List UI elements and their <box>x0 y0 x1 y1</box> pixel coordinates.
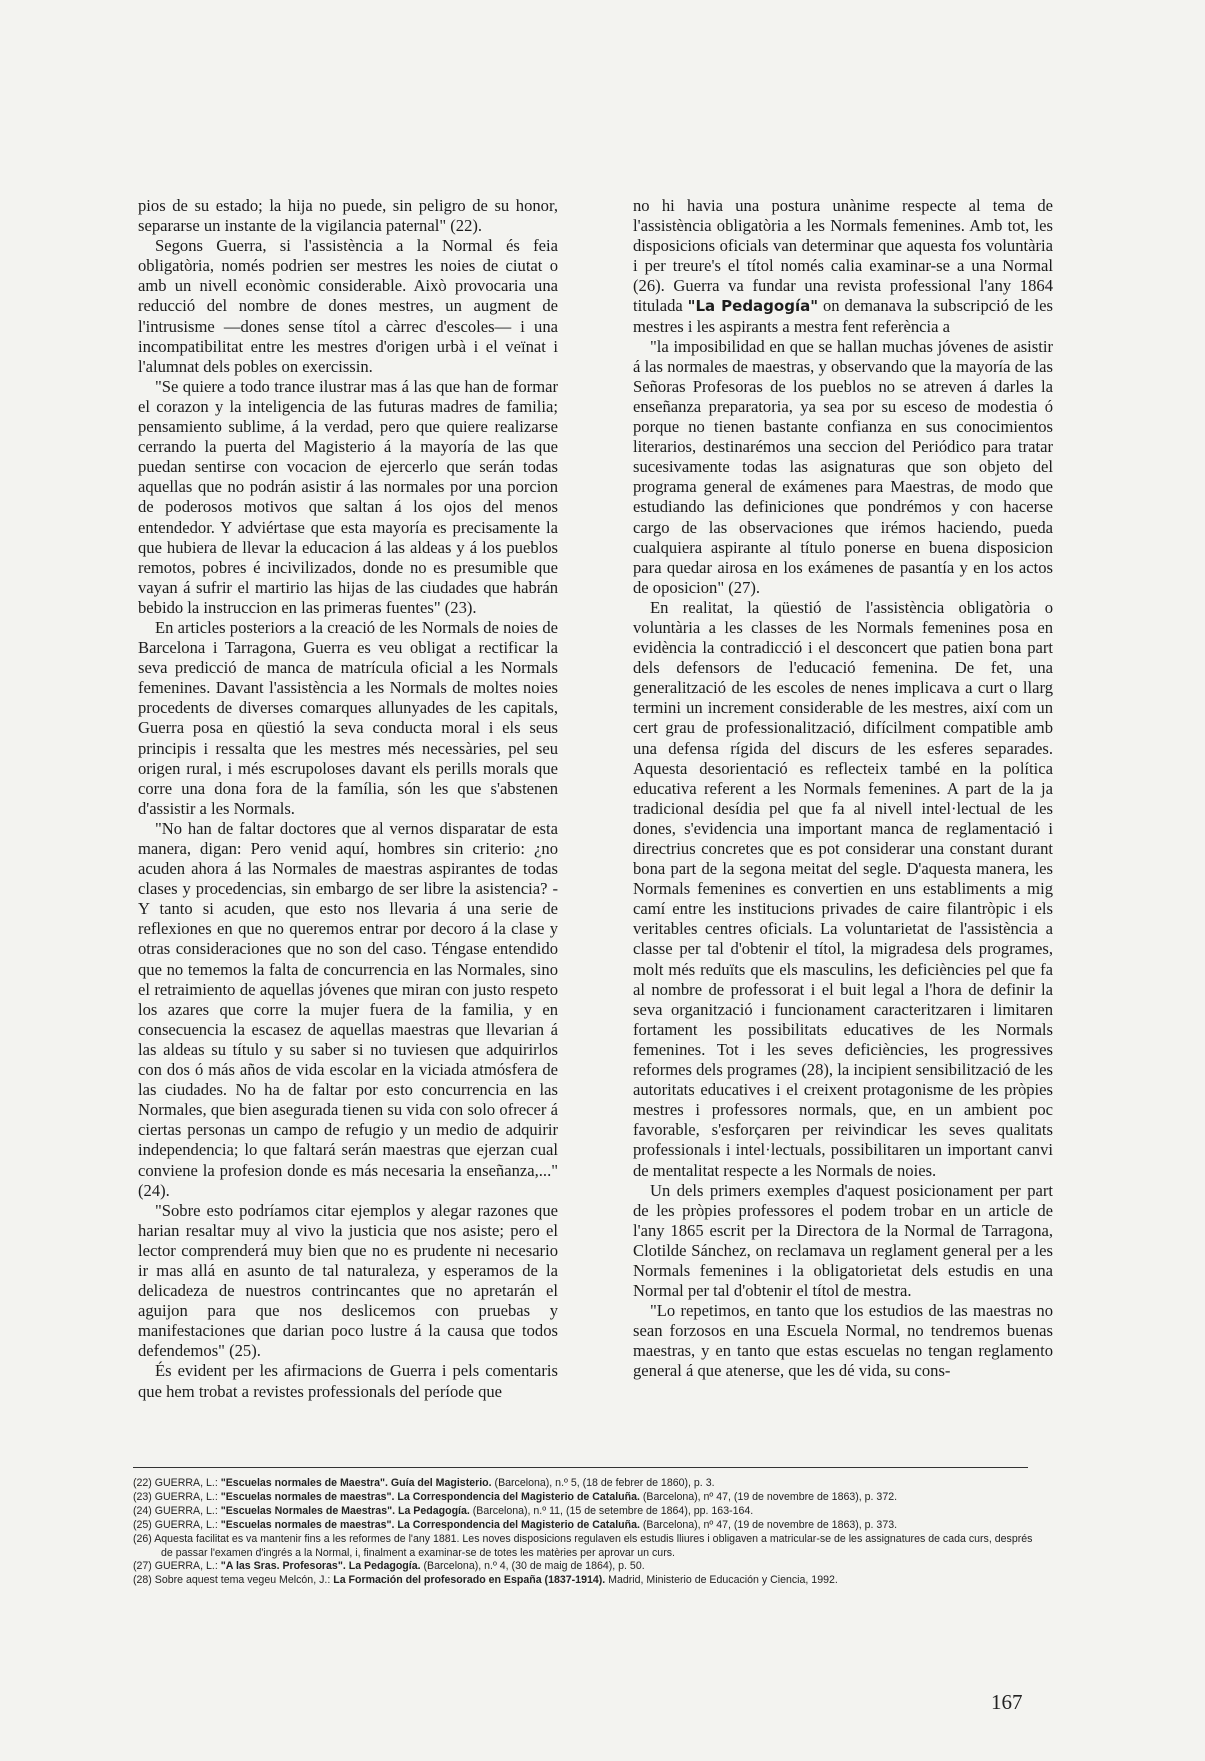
footnotes <box>133 1477 1033 1588</box>
footnote-25 <box>133 1519 1033 1533</box>
left-paragraph-1: pios de su estado; la hija no puede, sin peligro de su honor, separarse un instante de la vigilancia paternal" (22). <box>138 196 558 236</box>
left-paragraph-4: En articles posteriors a la creació de les Normals de noies de Barcelona i Tarragona, Guerra es veu obligat a rectificar la seva predicció de manca de matrícula oficial a les Normals femenines. Davant l'assistència a les Normals de moltes noies procedents de diverses comarques allunyades de les capitals, Guerra posa en qüestió la seva conducta moral i els seus principis i ressalta que les mestres més necessàries, pel seu origen rural, i més escrupoloses davant els perills morals que corre una dona fora de la família, són les que s'abstenen d'assistir a les Normals. <box>138 617 558 818</box>
right-column <box>633 196 1053 1382</box>
footnote-22 <box>133 1477 1033 1491</box>
right-quote-5: "Lo repetimos, en tanto que los estudios de las maestras no sean forzosos en una Escuela Normal, no tendremos buenas maestras, y en tanto que estas escuelas no tengan reglamento general á que atenerse, que les dé vida, su cons- <box>633 1301 1053 1381</box>
footnote-title: "Escuelas normales de maestras". La Correspondencia del Magisterio de Cataluña. <box>220 1518 640 1531</box>
footnote-26 <box>133 1533 1033 1561</box>
footnote-text: (24) GUERRA, L.: <box>133 1504 221 1517</box>
footnote-text: (Barcelona), n.º 4, (30 de maig de 1864), p. 50. <box>420 1560 645 1573</box>
footnote-title: "A las Sras. Profesoras". La Pedagogía. <box>220 1560 421 1573</box>
footnote-24 <box>133 1505 1033 1519</box>
right-paragraph-1 <box>633 196 1053 337</box>
footnote-text: (25) GUERRA, L.: <box>133 1518 221 1531</box>
right-paragraph-3: En realitat, la qüestió de l'assistència obligatòria o voluntària a les classes de les Normals femenines posa en evidència la contradicció i el desconcert que patien bona part dels defensors de l'educació femenina. De fet, una generalització de les escoles de nenes implicava a curt o llarg termini un increment considerable de les mestres, així com un cert grau de professionalització, difícilment compatible amb una defensa rígida del discurs de les esferes separades. Aquesta desorientació es reflecteix també en la política educativa referent a les Normals femenines. A part de la ja tradicional desídia pel que fa al nivell intel·lectual de les dones, s'evidencia una important manca de reglamentació i directrius concretes que es pot considerar una constant durant bona part de la segona meitat del segle. D'aquesta manera, les Normals femenines es convertien en uns establiments a mig camí entre les institucions privades de caire filantròpic i els veritables centres oficials. La voluntarietat de l'assistència a classe per tal d'obtenir el títol, la migradesa dels programes, molt més reduïts que els masculins, les deficiències pel que fa al nombre de professorat i el buit legal a l'hora de definir la seva organització i funcionament caracteritzaren i limitaren fortament les possibilitats educatives de les Normals femenines. Tot i les seves deficiències, les progressives reformes dels programes (28), la incipient sensibilització de les autoritats educatives i el creixent protagonisme de les pròpies mestres i professores normals, que, en un ambient poc favorable, s'esforçaren per reivindicar les seves qualitats professionals i intel·lectuals, possibilitaren un important canvi de mentalitat respecte a les Normals de noies. <box>633 597 1053 1180</box>
footnote-text: (28) Sobre aquest tema vegeu Melcón, J.: <box>133 1574 334 1587</box>
journal-title-la-pedagogia: "La Pedagogía" <box>687 297 819 316</box>
footnote-27 <box>133 1560 1033 1574</box>
footnote-text: (Barcelona), n.º 11, (15 de setembre de 1864), pp. 163-164. <box>469 1504 754 1517</box>
right-paragraph-1-text-a: no hi havia una postura unànime respecte al tema de l'assistència obligatòria a les Normals femenines. Amb tot, les disposicions oficials van determinar que aquesta fos voluntària i per treure's el títol només calia examinar-se a una Normal (26). Guerra va fundar una revista professional l'any 1864 titulada <box>633 196 1053 316</box>
left-paragraph-2: Segons Guerra, si l'assistència a la Normal és feia obligatòria, només podrien ser mestres les noies de ciutat o amb un nivell econòmic considerable. Això provocaria una reducció del nombre de dones mestres, un augment de l'intrusisme —dones sense títol a càrrec d'escoles— i una incompatibilitat entre les mestres d'origen urbà i el veïnat i l'alumnat dels pobles on exercissin. <box>138 236 558 376</box>
footnote-28 <box>133 1574 1033 1588</box>
footnote-text: (23) GUERRA, L.: <box>133 1490 221 1503</box>
footnote-text: (Barcelona), n.º 5, (18 de febrer de 1860), p. 3. <box>491 1477 715 1489</box>
footnote-title: "Escuelas normales de Maestra". Guía del Magisterio. <box>220 1477 492 1489</box>
footnote-23 <box>133 1491 1033 1505</box>
left-quote-24: "No han de faltar doctores que al vernos disparatar de esta manera, digan: Pero venid aquí, hombres sin criterio: ¿no acuden ahora á las Normales de maestras aspirantes de todas clases y procedencias, sin embargo de ser libre la asistencia? -Y tanto si acuden, que esto nos llevaria á una serie de reflexiones en que no queremos entrar por decoro á la clase y otras consideraciones que no son del caso. Téngase entendido que no tememos la falta de concurrencia en las Normales, sino el retraimiento de aquellas jóvenes que miran con justo respeto los azares que corre la mujer fuera de la familia, y en consecuencia la escasez de aquellas maestras que llevarian á las aldeas su título y su saber si no tuviesen que adquirirlos con dos ó más años de vida escolar en la viciada atmósfera de las ciudades. No ha de faltar por esto concurrencia en las Normales, que bien asegurada tienen su vida con solo ofrecer á ciertas personas un campo de refugio y un medio de adquirir independencia; lo que faltará serán maestras que ejerzan cual conviene la profesion donde es más necesaria la enseñanza,..." (24). <box>138 818 558 1200</box>
footnote-text: (Barcelona), nº 47, (19 de novembre de 1863), p. 372. <box>639 1490 898 1503</box>
page-number: 167 <box>991 1690 1023 1714</box>
footnote-text: (26) Aquesta facilitat es va mantenir fins a les reformes de l'any 1881. Les noves disposicions regulaven els estudis lliures i obligaven a matricular-se de les assignatures de cada curs, després de passar l'examen d'ingrés a la Normal, i, finalment a examinar-se de totes les matèries per aprovar un curs. <box>133 1532 1033 1559</box>
right-paragraph-1-text-b: on demanava la subscripció de les mestres i les aspirants a mestra fent referència a <box>633 296 1053 336</box>
left-column <box>138 196 558 1402</box>
footnote-text: (22) GUERRA, L.: <box>133 1477 221 1489</box>
footnote-text: (27) GUERRA, L.: <box>133 1560 221 1573</box>
footnote-divider <box>133 1467 1028 1468</box>
left-quote-23: "Se quiere a todo trance ilustrar mas á las que han de formar el corazon y la inteligencia de las futuras madres de familia; pensamiento sublime, á la verdad, pero que quiere realizarse cerrando la puerta del Magisterio á la mayoría de las que puedan sentirse con vocacion de ejercerlo que serán todas aquellas que no podrán asistir á las normales por una porcion de poderosos motivos que saltan á los ojos del menos entendedor. Y adviértase que esta mayoría es precisamente la que hubiera de llevar la educacion á las aldeas y á los pueblos remotos, pobres é incivilizados, donde no es presumible que vayan á sufrir el martirio las hijas de las ciudades que habrán bebido la instruccion en las primeras fuentes" (23). <box>138 376 558 617</box>
right-paragraph-4: Un dels primers exemples d'aquest posicionament per part de les pròpies professores el podem trobar en un article de l'any 1865 escrit per la Directora de la Normal de Tarragona, Clotilde Sánchez, on reclamava un reglament general per a les Normals femenines i la obligatorietat dels estudis en una Normal per tal d'obtenir el títol de mestra. <box>633 1180 1053 1301</box>
footnote-text: Madrid, Ministerio de Educación y Ciencia, 1992. <box>605 1574 838 1587</box>
right-quote-27: "la imposibilidad en que se hallan muchas jóvenes de asistir á las normales de maestras, y observando que la mayoría de las Señoras Profesoras de los pueblos no se atreven á darles la enseñanza preparatoria, ya sea por su esceso de modestia ó porque no tienen bastante confianza en sus conocimientos literarios, destinarémos una seccion del Periódico para tratar sucesivamente todas las asignaturas que son objeto del programa general de exámenes para Maestras, de modo que estudiando las definiciones que pondrémos y con hacerse cargo de las observaciones que irémos haciendo, pueda cualquiera aspirante al título ponerse en buena disposicion para quedar airosa en los exámenes de pasantía y en los actos de oposicion" (27). <box>633 336 1053 597</box>
left-paragraph-7: És evident per les afirmacions de Guerra i pels comentaris que hem trobat a revistes professionals del període que <box>138 1361 558 1401</box>
footnote-title: La Formación del profesorado en España (1837-1914). <box>333 1574 606 1587</box>
footnote-title: "Escuelas normales de maestras". La Correspondencia del Magisterio de Cataluña. <box>220 1490 640 1503</box>
footnote-title: "Escuelas Normales de Maestras". La Pedagogía. <box>220 1504 470 1517</box>
footnote-text: (Barcelona), nº 47, (19 de novembre de 1863), p. 373. <box>639 1518 898 1531</box>
left-quote-25: "Sobre esto podríamos citar ejemplos y alegar razones que harian resaltar muy al vivo la justicia que nos asiste; pero el lector comprenderá muy bien que no es prudente ni necesario ir mas allá en asunto de tal naturaleza, y esperamos de la delicadeza de nuestros contrincantes que no apretarán el aguijon para que nos deslicemos con pruebas y manifestaciones que darian poco lustre á la causa que todos defendemos" (25). <box>138 1200 558 1361</box>
